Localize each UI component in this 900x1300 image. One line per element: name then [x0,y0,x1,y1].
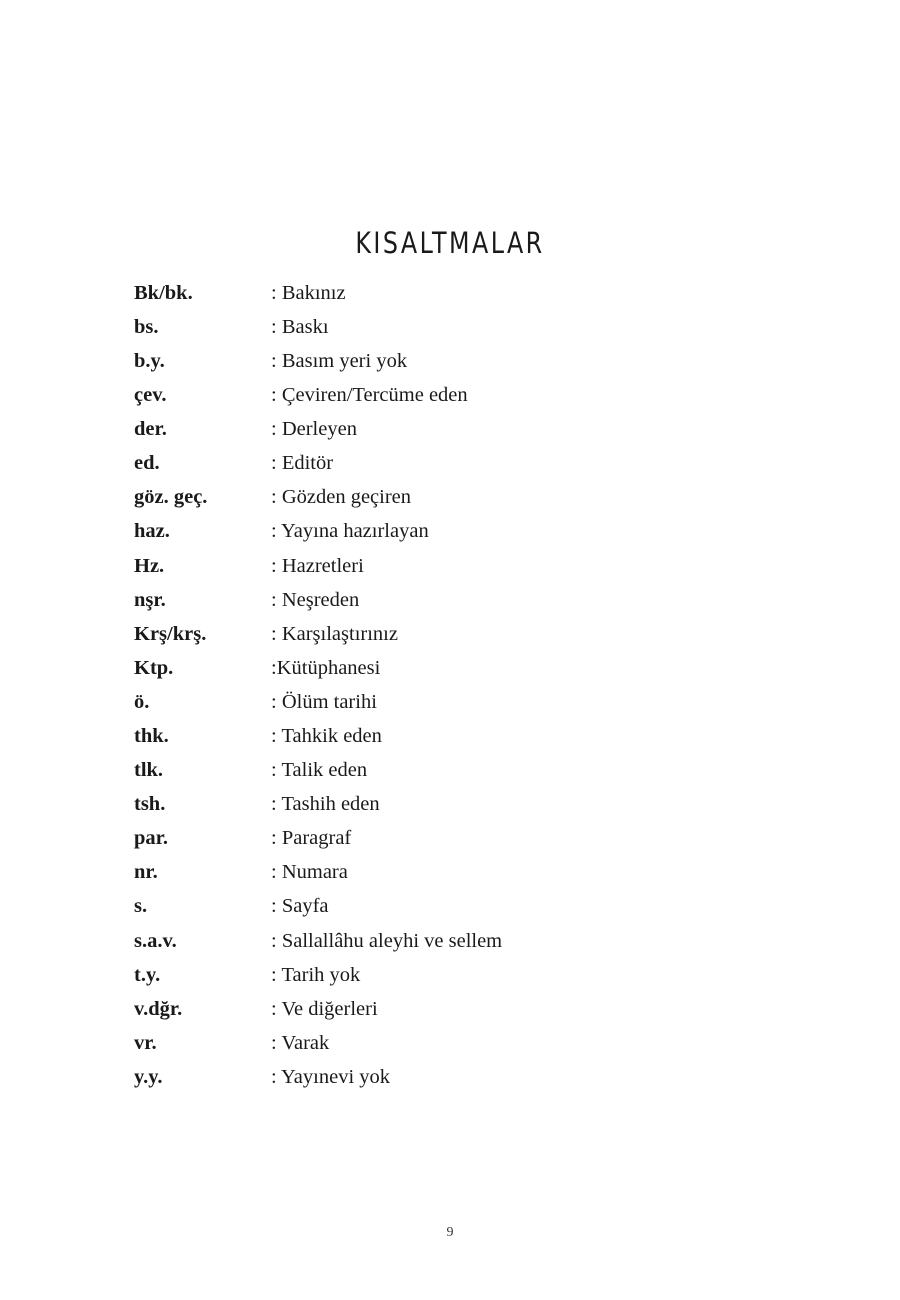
abbreviation-definition: : Yayına hazırlayan [271,520,429,543]
abbreviation-definition: :Kütüphanesi [271,656,381,679]
abbreviation-definition: : Tahkik eden [271,725,382,748]
abbreviation-definition: : Varak [271,1031,330,1054]
abbreviation-term: tsh. [134,793,166,816]
abbreviation-definition: : Bakınız [271,281,346,304]
abbreviation-row [134,481,754,515]
abbreviation-term: der. [134,418,167,441]
abbreviation-row [134,617,754,651]
abbreviation-definition: : Paragraf [271,827,352,850]
abbreviation-term: t.y. [134,963,161,986]
abbreviation-row [134,583,754,617]
abbreviation-term: y.y. [134,1065,163,1088]
abbreviation-term: bs. [134,315,159,338]
abbreviation-row [134,822,754,856]
abbreviation-term: nşr. [134,588,166,611]
abbreviation-definition: : Yayınevi yok [271,1065,391,1088]
abbreviation-row [134,515,754,549]
abbreviation-row [134,992,754,1026]
abbreviation-row [134,1026,754,1060]
abbreviation-definition: : Karşılaştırınız [271,622,398,645]
abbreviation-definition: : Editör [271,452,334,475]
abbreviation-term: b.y. [134,349,165,372]
abbreviation-term: v.dğr. [134,997,183,1020]
abbreviation-term: par. [134,827,168,850]
abbreviation-row [134,685,754,719]
abbreviation-definition: : Çeviren/Tercüme eden [271,384,468,407]
abbreviation-definition: : Tashih eden [271,793,380,816]
abbreviation-row [134,719,754,753]
abbreviation-definition: : Gözden geçiren [271,486,412,509]
abbreviation-row [134,958,754,992]
abbreviation-term: nr. [134,861,158,884]
abbreviation-term: Hz. [134,554,165,577]
abbreviation-list [134,276,754,1094]
abbreviation-row [134,890,754,924]
abbreviation-row [134,412,754,446]
abbreviation-row [134,1060,754,1094]
abbreviation-row [134,787,754,821]
abbreviation-row [134,276,754,310]
abbreviation-definition: : Derleyen [271,418,357,441]
page-title: KISALTMALAR [355,226,545,260]
abbreviation-term: tlk. [134,759,164,782]
abbreviation-term: Krş/krş. [134,622,207,645]
abbreviation-term: thk. [134,725,169,748]
abbreviation-definition: : Neşreden [271,588,360,611]
abbreviation-definition: : Ve diğerleri [271,997,378,1020]
abbreviation-definition: : Baskı [271,315,329,338]
abbreviation-row [134,446,754,480]
abbreviation-row [134,344,754,378]
abbreviation-definition: : Ölüm tarihi [271,690,377,713]
abbreviation-term: Bk/bk. [134,281,193,304]
abbreviation-row [134,549,754,583]
abbreviation-row [134,924,754,958]
abbreviation-row [134,753,754,787]
abbreviation-definition: : Numara [271,861,348,884]
abbreviation-term: çev. [134,384,167,407]
abbreviation-row [134,378,754,412]
abbreviation-term: vr. [134,1031,157,1054]
abbreviation-definition: : Basım yeri yok [271,349,408,372]
abbreviation-definition: : Talik eden [271,759,368,782]
abbreviation-definition: : Tarih yok [271,963,361,986]
abbreviation-definition: : Sayfa [271,895,329,918]
abbreviation-term: ed. [134,452,160,475]
page-number: 9 [446,1225,454,1240]
abbreviation-term: haz. [134,520,170,543]
abbreviation-row [134,651,754,685]
abbreviation-term: göz. geç. [134,486,208,509]
abbreviation-term: Ktp. [134,656,174,679]
abbreviation-definition: : Sallallâhu aleyhi ve sellem [271,929,503,952]
abbreviation-term: s. [134,895,148,918]
abbreviation-term: ö. [134,690,150,713]
abbreviation-definition: : Hazretleri [271,554,364,577]
abbreviation-term: s.a.v. [134,929,177,952]
abbreviation-row [134,310,754,344]
abbreviation-row [134,856,754,890]
